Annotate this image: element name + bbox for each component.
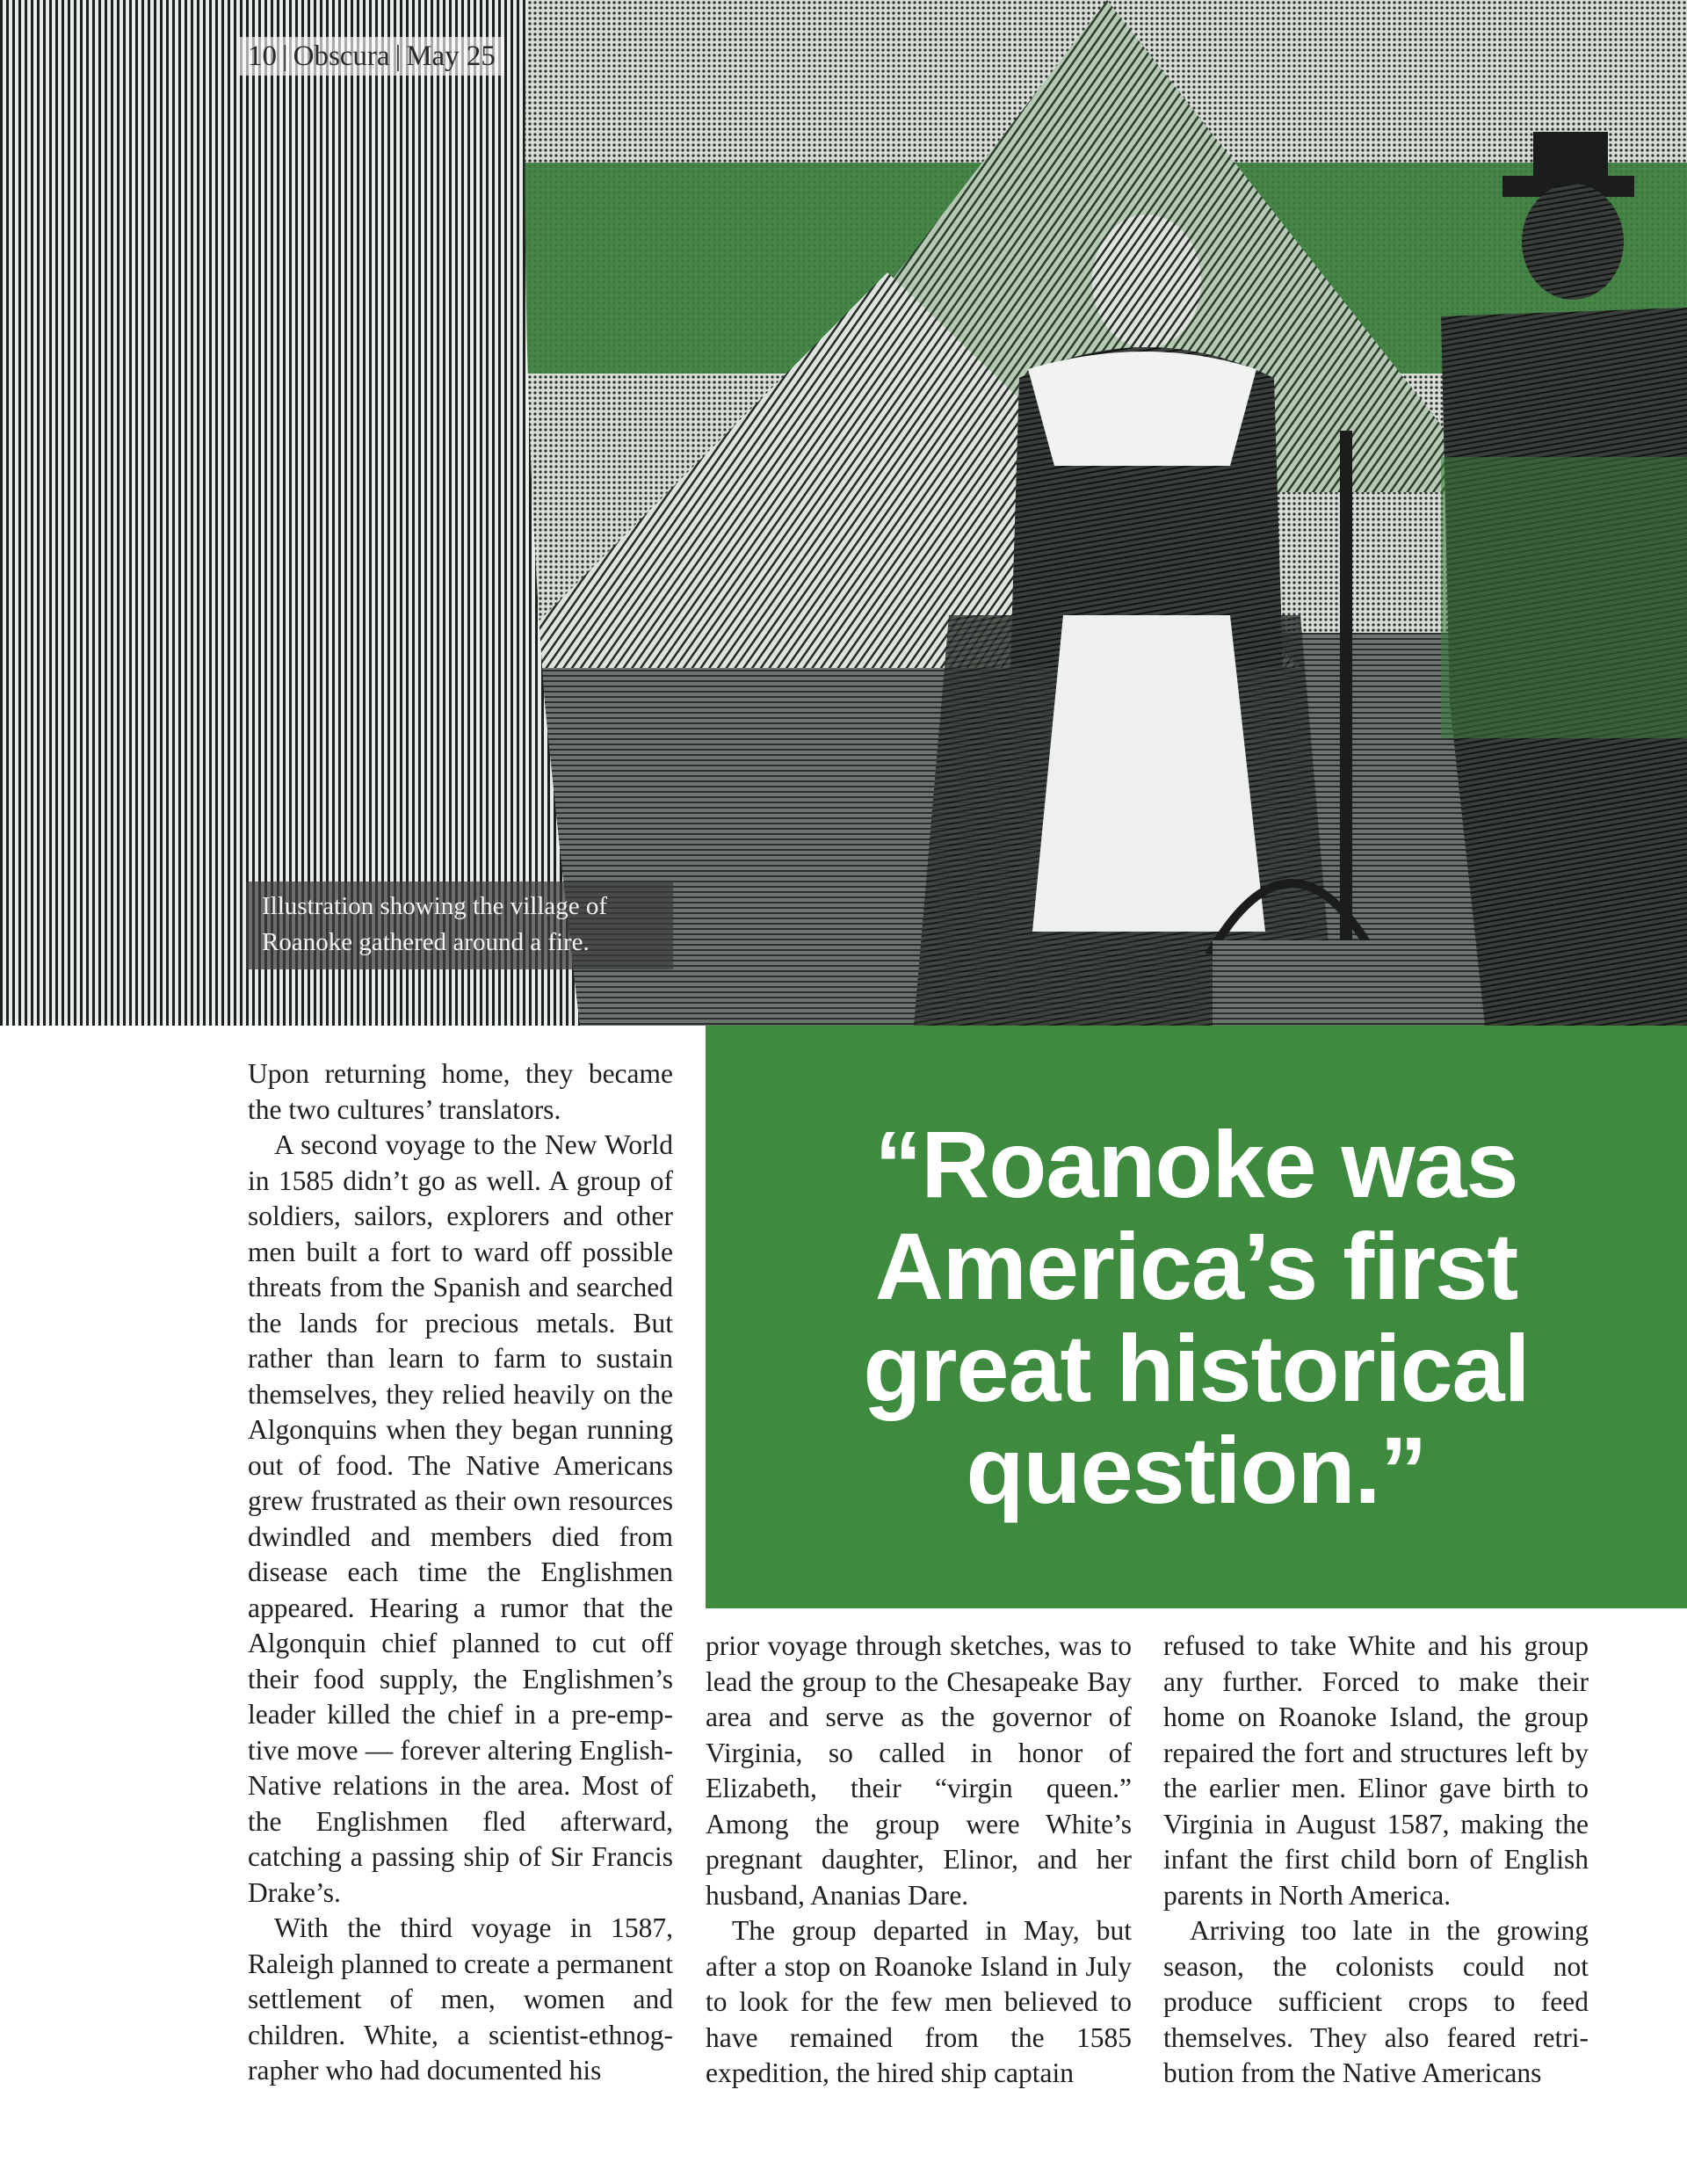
issue-date: May 25: [406, 40, 496, 72]
paragraph: With the third voyage in 1587, Raleigh planned to create a permanent settlement of men, women and children. White, a scientist-ethnographer who had documented his: [248, 1912, 673, 2086]
paragraph: Arriving too late in the growing season, the colonists could not produce sufficient crops to feed themselves. They also feared retribution from the Native Americans: [1163, 1915, 1589, 2088]
hero-illustration: [0, 0, 1687, 1026]
page-folio: [239, 37, 504, 76]
paragraph: Upon returning home, they became the two cultures’ translators.: [248, 1058, 673, 1125]
paragraph: A second voyage to the New World in 1585 didn’t go as well. A group of soldiers, sailors, explorers and other men built a fort to ward off possible threats from the Spanish and searched the lands for precious metals. But rather than learn to farm to sustain themselves, they relied heavily on the Algonquins when they began running out of food. The Native Americans grew frustrated as their own resources dwindled and members died from disease each time the Englishmen appeared. Hearing a rumor that the Algonquin chief planned to cut off their food supply, the Englishmen’s leader killed the chief in a pre-emptive move — forever altering English-Native relations in the area. Most of the Englishmen fled afterward, catching a passing ship of Sir Francis Drake’s.: [248, 1129, 673, 1908]
publication-name: Obscura: [293, 40, 390, 72]
page-number: 10: [248, 40, 277, 72]
pull-quote-box: [706, 1026, 1687, 1608]
paragraph: The group departed in May, but after a stop on Roanoke Island in July to look for the few men believed to have remained from the 1585 expedition, the hired ship captain: [706, 1915, 1132, 2088]
pull-quote-text: “Roanoke was America’s first great historical question.”: [863, 1110, 1530, 1523]
folio-separator: |: [282, 40, 288, 72]
engraving-illustration: [0, 0, 1687, 1026]
paragraph: refused to take White and his group any further. Forced to make their home on Roanoke Island, the group repaired the fort and structures left by the earlier men. Elinor gave birth to Virginia in August 1587, making the infant the first child born of English parents in North America.: [1163, 1630, 1589, 1911]
paragraph: prior voyage through sketches, was to lead the group to the Chesapeake Bay area and serve as the governor of Virginia, so called in honor of Elizabeth, their “virgin queen.” Among the group were White’s pregnant daughter, Elinor, and her husband, Ananias Dare.: [706, 1630, 1132, 1911]
article-column-2: [706, 1629, 1132, 2092]
folio-separator: |: [395, 40, 402, 72]
article-column-1: [248, 1056, 673, 2089]
article-column-3: [1163, 1629, 1589, 2092]
image-caption: Illustration showing the village of Roanoke gathered around a fire.: [246, 882, 673, 969]
